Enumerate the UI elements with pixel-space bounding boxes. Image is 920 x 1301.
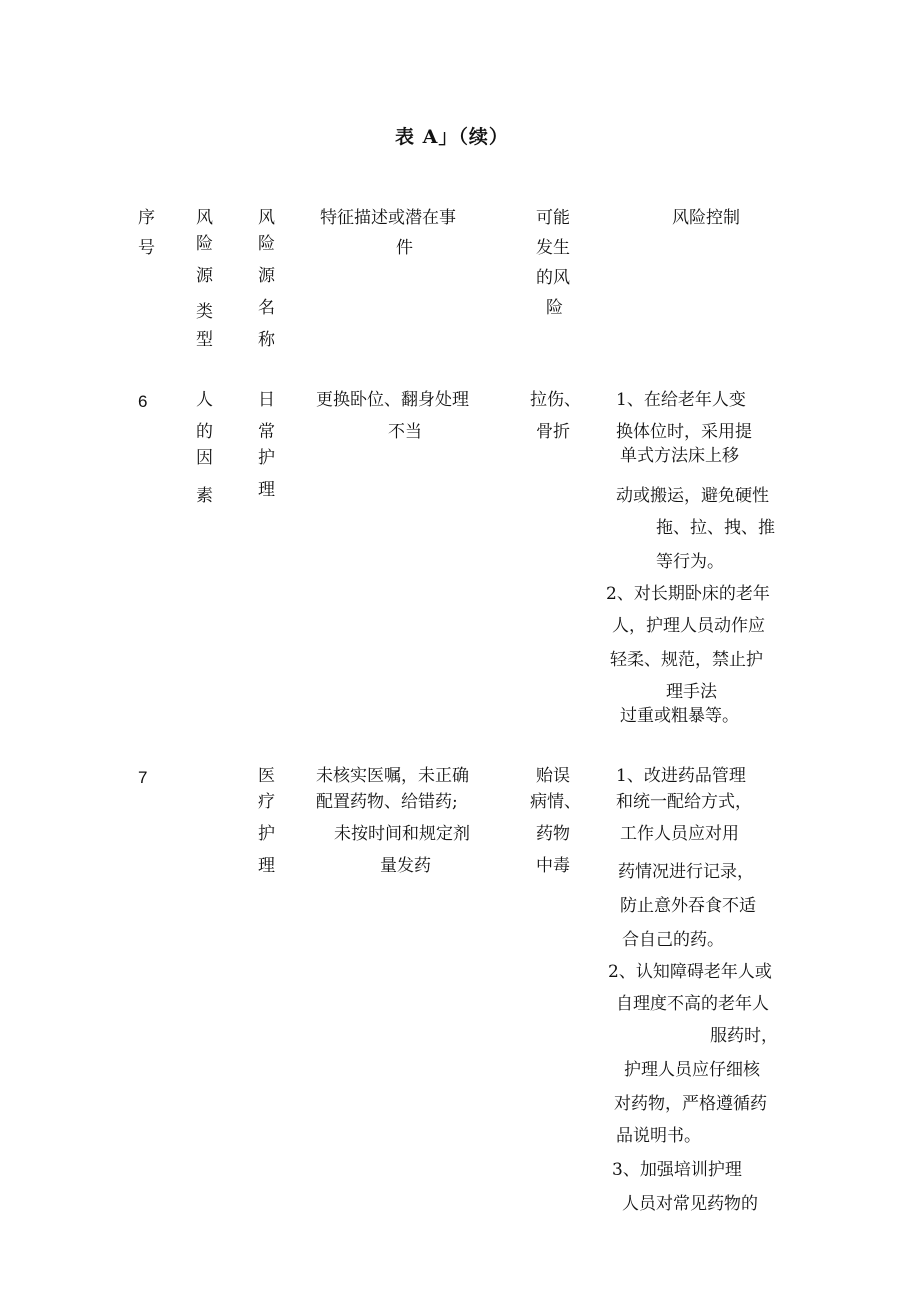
header-source-name-2: 险 xyxy=(258,234,275,254)
row7-risk-1: 贻误 xyxy=(536,766,570,786)
row6-source-name-2: 常 xyxy=(258,422,275,442)
row7-seq: 7 xyxy=(138,768,148,787)
header-source-type-2: 险 xyxy=(196,234,213,254)
header-seq-2: 号 xyxy=(138,238,155,258)
header-source-name-5: 称 xyxy=(258,330,275,350)
row7-control-4: 药情况进行记录， xyxy=(618,862,754,882)
row7-risk-3: 药物 xyxy=(536,824,570,844)
row7-control-1: 1、改进药品管理 xyxy=(616,766,746,786)
row7-feature-2: 配置药物、给错药; xyxy=(316,792,458,812)
row6-control-10: 理手法 xyxy=(666,682,717,702)
row7-control-8: 自理度不高的老年人 xyxy=(616,994,769,1014)
row6-source-name-4: 理 xyxy=(258,480,275,500)
header-risk-2: 发生 xyxy=(536,238,570,258)
row6-control-8: 人，护理人员动作应 xyxy=(612,616,765,636)
row6-feature-2: 不当 xyxy=(388,422,422,442)
row7-control-11: 对药物，严格遵循药 xyxy=(614,1094,767,1114)
row7-source-name-2: 疗 xyxy=(258,792,275,812)
row7-control-5: 防止意外吞食不适 xyxy=(620,896,756,916)
row7-control-14: 人员对常见药物的 xyxy=(622,1194,758,1214)
header-source-type-4: 类 xyxy=(196,302,213,322)
row7-source-name-1: 医 xyxy=(258,766,275,786)
row6-control-6: 等行为。 xyxy=(656,552,724,572)
row7-risk-4: 中毒 xyxy=(536,856,570,876)
row7-control-12: 品说明书。 xyxy=(616,1126,701,1146)
row6-feature-1: 更换卧位、翻身处理 xyxy=(316,390,469,410)
header-source-type-1: 风 xyxy=(196,208,213,228)
row7-source-name-4: 理 xyxy=(258,856,275,876)
row6-control-7: 2、对长期卧床的老年 xyxy=(606,584,770,604)
row6-source-type-3: 因 xyxy=(196,448,213,468)
row7-control-9: 服药时， xyxy=(710,1026,778,1046)
header-seq-1: 序 xyxy=(138,208,155,228)
row6-control-11: 过重或粗暴等。 xyxy=(620,706,739,726)
row6-source-type-1: 人 xyxy=(196,390,213,410)
row7-feature-4: 量发药 xyxy=(380,856,431,876)
row6-control-2: 换体位时，采用提 xyxy=(616,422,752,442)
row7-control-3: 工作人员应对用 xyxy=(620,824,739,844)
row6-risk-1: 拉伤、 xyxy=(530,390,581,410)
row7-source-name-3: 护 xyxy=(258,824,275,844)
header-feature-2: 件 xyxy=(396,238,413,258)
header-risk-3: 的风 xyxy=(536,268,570,288)
row6-risk-2: 骨折 xyxy=(536,422,570,442)
row7-control-13: 3、加强培训护理 xyxy=(612,1160,742,1180)
header-control: 风险控制 xyxy=(672,208,740,228)
row7-control-10: 护理人员应仔细核 xyxy=(624,1060,760,1080)
header-feature-1: 特征描述或潜在事 xyxy=(320,208,456,228)
row6-source-name-1: 日 xyxy=(258,390,275,410)
header-source-type-3: 源 xyxy=(196,266,213,286)
row6-control-5: 拖、拉、拽、推 xyxy=(656,518,775,538)
row7-control-7: 2、认知障碍老年人或 xyxy=(608,962,772,982)
header-risk-1: 可能 xyxy=(536,208,570,228)
row7-risk-2: 病情、 xyxy=(530,792,581,812)
row6-control-1: 1、在给老年人变 xyxy=(616,390,746,410)
row6-seq: 6 xyxy=(138,392,148,411)
row6-source-name-3: 护 xyxy=(258,448,275,468)
table-title: 表 A」（续） xyxy=(395,126,509,148)
row6-source-type-2: 的 xyxy=(196,422,213,442)
row7-feature-1: 未核实医嘱，未正确 xyxy=(316,766,469,786)
row6-source-type-4: 素 xyxy=(196,486,213,506)
header-source-type-5: 型 xyxy=(196,330,213,350)
header-source-name-4: 名 xyxy=(258,298,275,318)
row7-control-2: 和统一配给方式， xyxy=(616,792,752,812)
row6-control-4: 动或搬运，避免硬性 xyxy=(616,486,769,506)
row6-control-3: 单式方法床上移 xyxy=(620,446,739,466)
header-source-name-3: 源 xyxy=(258,266,275,286)
row6-control-9: 轻柔、规范，禁止护 xyxy=(610,650,763,670)
row7-feature-3: 未按时间和规定剂 xyxy=(334,824,470,844)
row7-control-6: 合自己的药。 xyxy=(622,930,724,950)
header-risk-4: 险 xyxy=(546,298,563,318)
header-source-name-1: 风 xyxy=(258,208,275,228)
